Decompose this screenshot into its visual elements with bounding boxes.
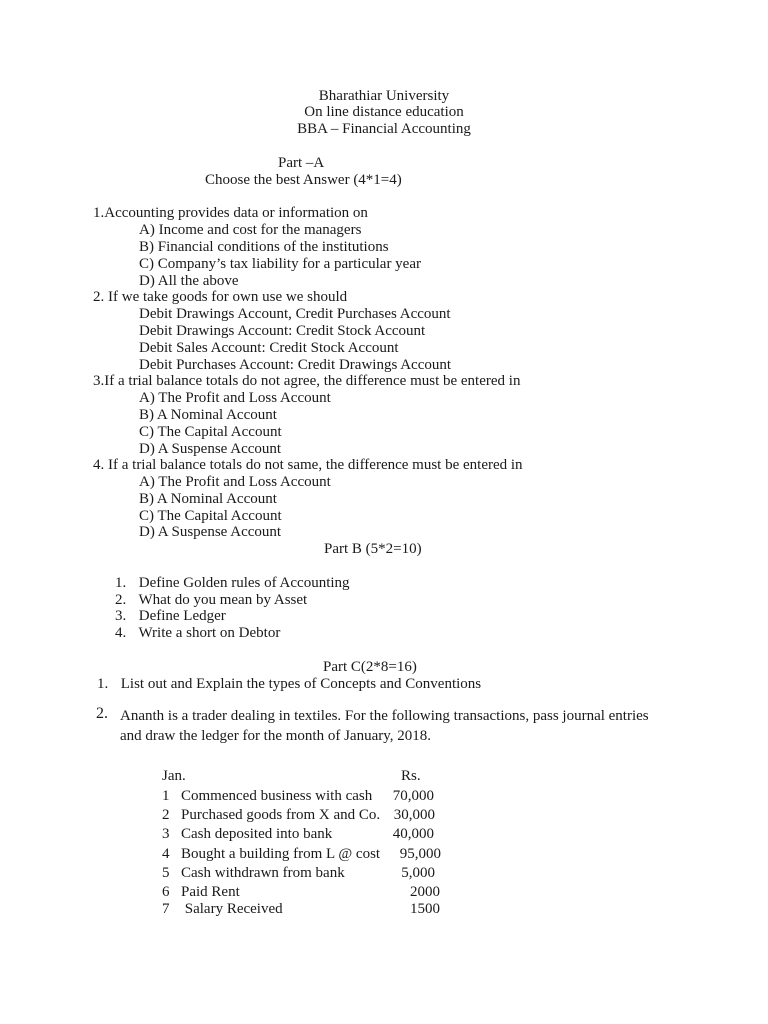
q3-option-c: C) The Capital Account (139, 424, 282, 440)
q2-option-1: Debit Drawings Account, Credit Purchases Account (139, 306, 451, 322)
part-b-title: Part B (5*2=10) (324, 541, 422, 557)
table-header-jan: Jan. (162, 768, 186, 784)
item-number: 2. (115, 592, 127, 608)
q2-option-2: Debit Drawings Account: Credit Stock Account (139, 323, 426, 339)
part-b-item-2 (115, 592, 307, 609)
table-row (162, 901, 440, 918)
item-text: What do you mean by Asset (138, 592, 308, 608)
table-row (162, 865, 435, 882)
row-description: Bought a building from L @ cost (181, 846, 381, 862)
row-amount: 40,000 (392, 826, 434, 842)
q2-option-3: Debit Sales Account: Credit Stock Account (139, 340, 399, 356)
table-row (162, 884, 440, 901)
part-a-title: Part –A (278, 155, 325, 171)
row-day: 5 (162, 865, 170, 881)
item-text: Define Ledger (138, 608, 226, 624)
row-day: 2 (162, 807, 170, 823)
question-number: 1. (97, 676, 109, 692)
q1-option-c: C) Company’s tax liability for a particular year (139, 256, 421, 272)
item-number: 1. (115, 575, 127, 591)
row-amount: 95,000 (399, 846, 441, 862)
q1-option-d: D) All the above (139, 273, 239, 289)
question-2: 2. If we take goods for own use we should (93, 289, 348, 305)
row-amount: 2000 (410, 884, 440, 900)
row-day: 1 (162, 788, 170, 804)
q4-option-a: A) The Profit and Loss Account (139, 474, 331, 490)
q3-option-b: B) A Nominal Account (139, 407, 277, 423)
row-amount: 1500 (410, 901, 440, 917)
row-description: Commenced business with cash (181, 788, 373, 804)
row-day: 6 (162, 884, 170, 900)
university-name: Bharathiar University (318, 88, 450, 104)
table-row (162, 846, 441, 863)
table-row (162, 807, 435, 824)
item-number: 3. (115, 608, 127, 624)
course-title: BBA – Financial Accounting (297, 121, 471, 137)
table-row (162, 788, 434, 805)
q1-option-a: A) Income and cost for the managers (139, 222, 362, 238)
q3-option-a: A) The Profit and Loss Account (139, 390, 331, 406)
item-number: 4. (115, 625, 127, 641)
part-c-question-2-number: 2. (96, 705, 108, 722)
row-day: 4 (162, 846, 170, 862)
table-header-rs: Rs. (401, 768, 421, 784)
row-description: Cash withdrawn from bank (181, 865, 345, 881)
item-text: Write a short on Debtor (138, 625, 281, 641)
row-amount: 30,000 (393, 807, 435, 823)
part-c-question-2-line-1: Ananth is a trader dealing in textiles. For the following transactions, pass journal entries (120, 708, 649, 724)
part-b-item-3 (115, 608, 226, 625)
row-description: Salary Received (181, 901, 283, 917)
question-1: 1.Accounting provides data or information on (93, 205, 368, 221)
part-b-item-4 (115, 625, 280, 642)
q4-option-b: B) A Nominal Account (139, 491, 277, 507)
q4-option-c: C) The Capital Account (139, 508, 282, 524)
row-amount: 70,000 (392, 788, 434, 804)
item-text: Define Golden rules of Accounting (138, 575, 350, 591)
part-c-title: Part C(2*8=16) (323, 659, 417, 675)
education-mode: On line distance education (304, 104, 464, 120)
row-amount: 5,000 (401, 865, 435, 881)
row-description: Paid Rent (181, 884, 240, 900)
row-description: Cash deposited into bank (181, 826, 333, 842)
part-c-question-2-line-2: and draw the ledger for the month of January, 2018. (120, 728, 432, 744)
row-day: 3 (162, 826, 170, 842)
q4-option-d: D) A Suspense Account (139, 524, 282, 540)
part-b-item-1 (115, 575, 350, 592)
row-description: Purchased goods from X and Co. (181, 807, 381, 823)
row-day: 7 (162, 901, 170, 917)
q1-option-b: B) Financial conditions of the institutions (139, 239, 389, 255)
question-text: List out and Explain the types of Concepts and Conventions (120, 676, 482, 692)
question-4: 4. If a trial balance totals do not same, the difference must be entered in (93, 457, 523, 473)
part-a-instruction: Choose the best Answer (4*1=4) (205, 172, 402, 188)
table-row (162, 826, 434, 843)
part-c-question-1 (97, 676, 481, 693)
q2-option-4: Debit Purchases Account: Credit Drawings Account (139, 357, 452, 373)
question-3: 3.If a trial balance totals do not agree, the difference must be entered in (93, 373, 521, 389)
q3-option-d: D) A Suspense Account (139, 441, 282, 457)
